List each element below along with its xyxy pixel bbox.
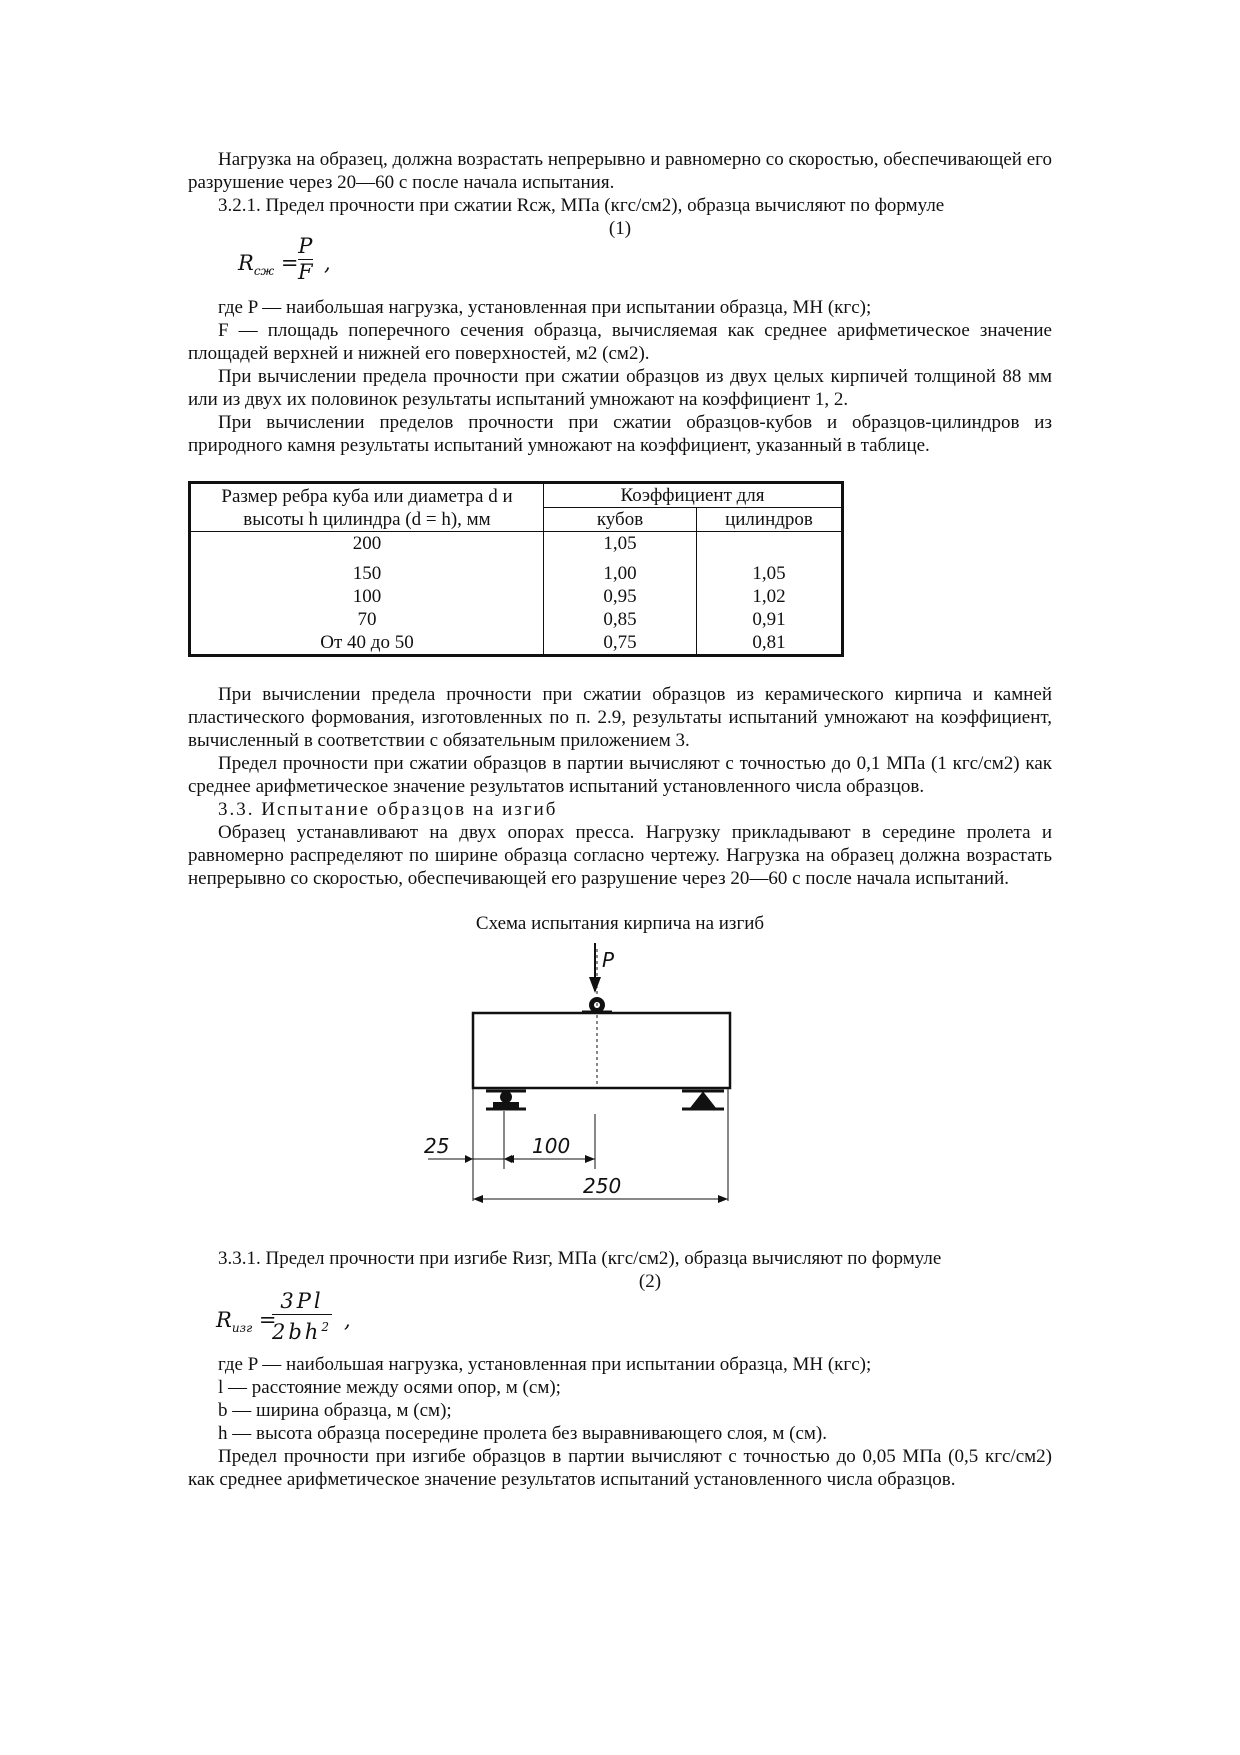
definition-l: l — расстояние между осями опор, м (см);	[218, 1377, 561, 1398]
paragraph-load-rate: Нагрузка на образец, должна возрастать непрерывно и равномерно со скоростью, обеспечивающей его разрушение через 20—60 с после начала испытания.	[188, 149, 1052, 193]
formula-fraction-bending: 3Pl $2bh^2$	[272, 1289, 332, 1344]
definition-P-bending: где P — наибольшая нагрузка, установленная при испытании образца, МН (кгс);	[218, 1354, 872, 1375]
label-dimension-100: 100	[532, 1134, 571, 1158]
table-row: От 40 до 50 0,75 0,81	[190, 631, 843, 656]
document-page	[188, 148, 1052, 1491]
coefficient-table	[188, 481, 844, 657]
paragraph-bending-setup: Образец устанавливают на двух опорах пресса. Нагрузку прикладывают в середине пролета и равномерно распределяют по ширине образца согласно чертежу. Нагрузка на образец должна возрастать непрерывно со скоростью, обеспечивающей его разрушение через 20—60 с после начала испытаний.	[188, 822, 1052, 889]
formula-fraction: P F	[298, 234, 313, 284]
right-support	[682, 1091, 724, 1109]
table-row: 70 0,85 0,91	[190, 608, 843, 631]
label-dimension-25: 25	[424, 1134, 450, 1158]
bending-test-diagram	[424, 939, 818, 1239]
paragraph-natural-stone: При вычислении пределов прочности при сжатии образцов-кубов и образцов-цилиндров из природного камня результаты испытаний умножают на коэффициент, указанный в таблице.	[188, 412, 1052, 456]
table-header-cubes: кубов	[544, 508, 697, 532]
table-row: 100 0,95 1,02	[190, 585, 843, 608]
table-header-cylinders: цилиндров	[697, 508, 843, 532]
definition-F: F — площадь поперечного сечения образца, вычисляемая как среднее арифметическое значение площадей верхней и нижней его поверхностей, м2 (см2).	[188, 320, 1052, 364]
formula-bending: $R_{изг}$ = 3Pl $2bh^2$ ,	[216, 1289, 351, 1344]
left-support	[486, 1091, 526, 1109]
formula-compression: $R_{сж}$ = P F ,	[238, 234, 331, 284]
equation-number-2: (2)	[638, 1271, 662, 1292]
equation-number-1: (1)	[608, 218, 632, 239]
paragraph-bending-formula-intro: 3.3.1. Предел прочности при изгибе Rизг, МПа (кгс/см2), образца вычисляют по формуле	[218, 1248, 942, 1269]
load-arrowhead	[589, 977, 601, 993]
formula-lhs-bending: $R_{изг}$ =	[216, 1308, 277, 1336]
table-row: 200 1,05	[190, 532, 843, 556]
paragraph-batch-compression: Предел прочности при сжатии образцов в партии вычисляют с точностью до 0,1 МПа (1 кгс/см2) как среднее арифметическое значение результатов испытаний установленного числа образцов.	[188, 753, 1052, 797]
table-header-coef: Коэффициент для	[544, 483, 843, 508]
table-header-size: Размер ребра куба или диаметра d и высоты h цилиндра (d = h), мм	[190, 483, 544, 532]
paragraph-compression-formula-intro: 3.2.1. Предел прочности при сжатии Rсж, МПа (кгс/см2), образца вычисляют по формуле	[218, 195, 945, 216]
label-dimension-250: 250	[583, 1174, 622, 1198]
definition-P: где P — наибольшая нагрузка, установленная при испытании образца, МН (кгс);	[218, 297, 872, 318]
definition-h: h — высота образца посередине пролета без выравнивающего слоя, м (см).	[218, 1423, 827, 1444]
paragraph-batch-bending: Предел прочности при изгибе образцов в партии вычисляют с точностью до 0,05 МПа (0,5 кгс/см2) как среднее арифметическое значение результатов испытаний установленного числа образцов.	[188, 1446, 1052, 1490]
label-load-P: P	[602, 948, 615, 972]
formula-lhs: $R_{сж}$ =	[238, 251, 299, 279]
table-row: 150 1,00 1,05	[190, 555, 843, 585]
definition-b: b — ширина образца, м (см);	[218, 1400, 452, 1421]
brick-specimen	[473, 1013, 730, 1088]
section-heading-3-3: 3.3. Испытание образцов на изгиб	[218, 799, 558, 820]
figure-caption: Схема испытания кирпича на изгиб	[475, 913, 765, 934]
paragraph-two-bricks: При вычислении предела прочности при сжатии образцов из двух целых кирпичей толщиной 88 мм или из двух их половинок результаты испытаний умножают на коэффициент 1, 2.	[188, 366, 1052, 410]
paragraph-ceramic-brick: При вычислении предела прочности при сжатии образцов из керамического кирпича и камней пластического формования, изготовленных по п. 2.9, результаты испытаний умножают на коэффициент, вычисленный в соответствии с обязательным приложением 3.	[188, 684, 1052, 751]
